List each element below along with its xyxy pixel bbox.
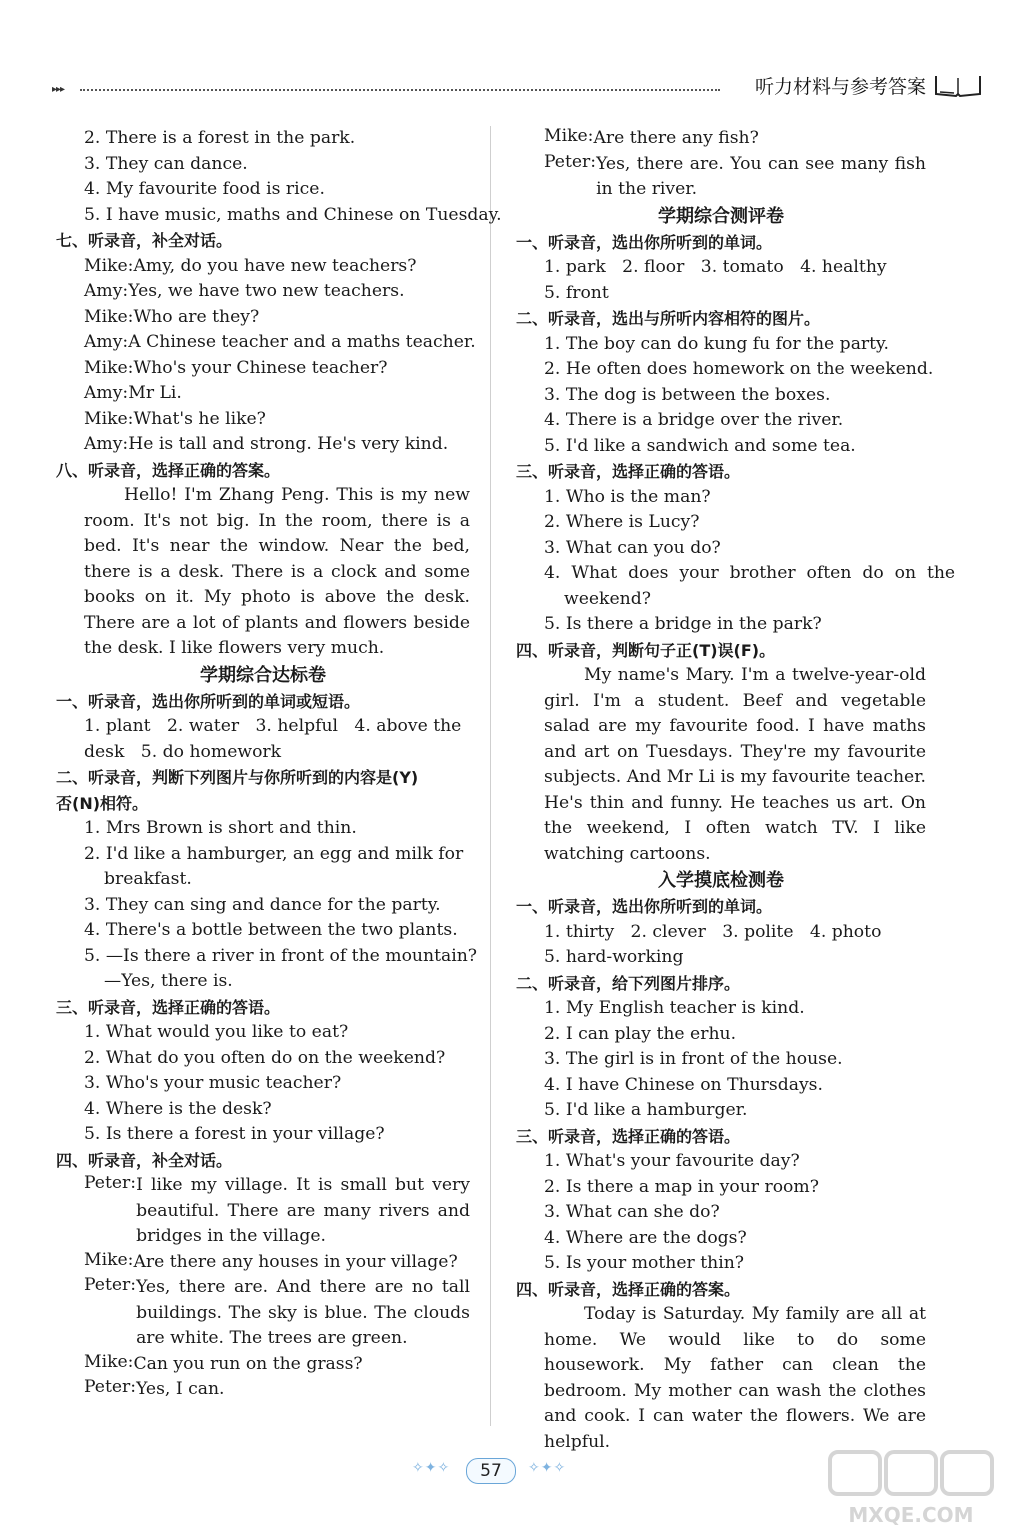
list-item: 4. There's a bottle between the two plants.: [84, 920, 458, 940]
speaker: Amy:: [84, 434, 129, 454]
utterance: I like my village. It is small but very beautiful. There are many rivers and bridges in the village.: [136, 1175, 470, 1246]
speaker: Mike:: [84, 306, 134, 327]
utterance: Mr Li.: [128, 383, 182, 403]
list-item: 2. What do you often do on the weekend?: [84, 1047, 446, 1068]
section-heading: 一、听录音，选出你所听到的单词。: [516, 897, 773, 916]
list-item: 3. The dog is between the boxes.: [544, 384, 831, 405]
list-item: 3. Who's your music teacher?: [84, 1073, 342, 1093]
word-list: desk 5. do homework: [84, 741, 282, 762]
utterance: Who are they?: [133, 306, 260, 327]
dialog-line: [56, 381, 470, 407]
speaker: Mike:: [84, 357, 134, 378]
dialog-line: [56, 407, 470, 433]
list-item: 2. I'd like a hamburger, an egg and milk for: [84, 843, 464, 864]
section-heading: 四、听录音，选择正确的答案。: [516, 1279, 741, 1299]
dialog-line: [56, 305, 470, 331]
section-heading: 否(N)相符。: [56, 793, 149, 813]
dialog-line: [516, 126, 926, 152]
list-item: 2. I can play the erhu.: [544, 1023, 737, 1044]
section-heading: 二、听录音，选出与所听内容相符的图片。: [516, 309, 821, 328]
speaker: Mike:: [84, 255, 134, 276]
section-heading: 四、听录音，补全对话。: [56, 1150, 233, 1170]
section-heading: 三、听录音，选择正确的答语。: [56, 997, 281, 1017]
utterance: Are there any houses in your village?: [133, 1251, 458, 1272]
list-item: 1. What's your favourite day?: [544, 1151, 800, 1171]
utterance: A Chinese teacher and a maths teacher.: [128, 332, 476, 352]
list-item: 3. They can dance.: [84, 153, 248, 174]
utterance: Yes, there are. You can see many fish in the river.: [596, 153, 926, 199]
test-title: 学期综合测评卷: [658, 205, 784, 227]
utterance: He is tall and strong. He's very kind.: [128, 434, 449, 454]
word-list: 1. plant 2. water 3. helpful 4. above the: [84, 716, 462, 736]
utterance: Are there any fish?: [593, 128, 759, 148]
speaker: Mike:: [84, 1351, 134, 1372]
book-icon: [934, 72, 982, 98]
list-item: 5. Is there a bridge in the park?: [544, 614, 822, 634]
list-item: 3. What can she do?: [544, 1202, 720, 1222]
dialog-line: [56, 1275, 470, 1352]
dialog-line: [56, 1377, 470, 1403]
speaker: Amy:: [84, 281, 129, 301]
word-list: 1. park 2. floor 3. tomato 4. healthy: [544, 257, 887, 277]
utterance: Yes, we have two new teachers.: [128, 281, 405, 301]
speaker: Peter:: [84, 1377, 137, 1397]
utterance: Who's your Chinese teacher?: [133, 357, 388, 378]
dialog-line: [56, 279, 470, 305]
page-number: 57: [466, 1458, 516, 1484]
speaker: Amy:: [84, 383, 129, 403]
list-item: —Yes, there is.: [104, 971, 233, 991]
dialog-line: [56, 1352, 470, 1378]
list-item: 1. Mrs Brown is short and thin.: [84, 818, 357, 838]
right-column: [516, 126, 956, 1455]
list-item: 5. Is your mother thin?: [544, 1253, 744, 1273]
list-item: 4. I have Chinese on Thursdays.: [544, 1074, 823, 1095]
speaker: Mike:: [544, 126, 594, 146]
speaker: Peter:: [84, 1275, 137, 1295]
list-item: 1. The boy can do kung fu for the party.: [544, 333, 889, 354]
word-list: 5. hard-working: [544, 947, 684, 967]
section-heading: 二、听录音，给下列图片排序。: [516, 973, 741, 993]
utterance: Can you run on the grass?: [133, 1353, 363, 1374]
dialog-line: [56, 254, 470, 280]
utterance: Amy, do you have new teachers?: [133, 255, 417, 276]
list-item: 5. I have music, maths and Chinese on Tuesday.: [84, 204, 502, 225]
section-heading: 一、听录音，选出你所听到的单词或短语。: [56, 691, 361, 711]
dialog-line: [516, 152, 926, 203]
test-title: 学期综合达标卷: [200, 664, 326, 686]
left-column: [56, 126, 502, 1403]
dialog-line: [56, 1250, 470, 1276]
section-heading: 三、听录音，选择正确的答语。: [516, 1126, 741, 1146]
utterance: Yes, I can.: [136, 1379, 225, 1399]
speaker: Peter:: [84, 1173, 137, 1193]
column-divider: [490, 126, 491, 1426]
list-item: 3. What can you do?: [544, 537, 721, 558]
section-heading: 三、听录音，选择正确的答语。: [516, 462, 741, 481]
passage: Today is Saturday. My family are all at home. We would like to do some housework. My father can clean the bedroom. My mother can wash the clothes and cook. I can water the flowers. We are helpful.: [544, 1304, 926, 1452]
sparkle-icon: ✧✦✧: [528, 1460, 567, 1476]
passage: Hello! I'm Zhang Peng. This is my new room. It's not big. In the room, there is a bed. It's near the window. Near the bed, there is a desk. There is a clock and some books on it. My photo is above the desk. There are a lot of plants and flowers beside the desk. I like flowers very much.: [84, 485, 470, 658]
section-heading: 一、听录音，选出你所听到的单词。: [516, 232, 773, 252]
section-heading: 四、听录音，判断句子正(T)误(F)。: [516, 640, 776, 660]
list-item: 4. What does your brother often do on the: [544, 563, 956, 583]
list-item: 5. —Is there a river in front of the mountain?: [84, 945, 478, 966]
section-heading: 八、听录音，选择正确的答案。: [56, 460, 281, 480]
list-item: 2. He often does homework on the weekend.: [544, 359, 934, 379]
list-item: 1. Who is the man?: [544, 486, 711, 507]
list-item: 4. Where is the desk?: [84, 1098, 272, 1119]
section-heading: 七、听录音，补全对话。: [56, 231, 233, 250]
section-heading: 二、听录音，判断下列图片与你所听到的内容是(Y): [56, 768, 419, 787]
speaker: Mike:: [84, 408, 134, 429]
header-title: 听力材料与参考答案: [754, 76, 926, 98]
word-list: 1. thirty 2. clever 3. polite 4. photo: [544, 921, 882, 942]
speaker: Mike:: [84, 1249, 134, 1270]
list-item: 1. What would you like to eat?: [84, 1022, 349, 1042]
list-item: 4. Where are the dogs?: [544, 1227, 747, 1248]
list-item: 5. Is there a forest in your village?: [84, 1124, 385, 1144]
dialog-line: [56, 330, 476, 356]
arrow-right-icon: ▸▸▸: [52, 84, 65, 95]
list-item: 2. There is a forest in the park.: [84, 128, 356, 148]
list-item: 4. My favourite food is rice.: [84, 179, 325, 199]
speaker: Amy:: [84, 332, 129, 352]
list-item: 3. The girl is in front of the house.: [544, 1049, 843, 1069]
utterance: Yes, there are. And there are no tall buildings. The sky is blue. The clouds are white. The trees are green.: [136, 1277, 470, 1348]
utterance: What's he like?: [133, 408, 266, 429]
list-item: 2. Is there a map in your room?: [544, 1176, 819, 1197]
dialog-line: [56, 356, 470, 382]
test-title: 入学摸底检测卷: [658, 870, 784, 891]
list-item: 1. My English teacher is kind.: [544, 998, 805, 1018]
list-item: breakfast.: [104, 869, 192, 889]
dialog-line: [56, 1173, 470, 1250]
list-item: 3. They can sing and dance for the party.: [84, 894, 441, 915]
page-header: [52, 70, 982, 102]
list-item: 4. There is a bridge over the river.: [544, 410, 844, 430]
passage: My name's Mary. I'm a twelve-year-old girl. I'm a student. Beef and vegetable salad are my favourite food. I have maths and art on Tuesdays. They're my favourite subjects. And Mr Li is my favourite teacher. He's thin and funny. He teaches us art. On the weekend, I often watch TV. I like watching cartoons.: [544, 665, 926, 864]
list-item: weekend?: [564, 588, 651, 609]
list-item: 5. I'd like a hamburger.: [544, 1100, 748, 1120]
sparkle-icon: ✧✦✧: [412, 1460, 451, 1476]
list-item: 5. I'd like a sandwich and some tea.: [544, 435, 856, 456]
svg-text:MXQE.COM: MXQE.COM: [848, 1503, 974, 1527]
speaker: Peter:: [544, 151, 597, 172]
header-dotted-rule: [80, 89, 720, 91]
word-list: 5. front: [544, 282, 609, 303]
list-item: 2. Where is Lucy?: [544, 512, 700, 532]
watermark-logo: [826, 1448, 996, 1528]
dialog-line: [56, 432, 470, 458]
